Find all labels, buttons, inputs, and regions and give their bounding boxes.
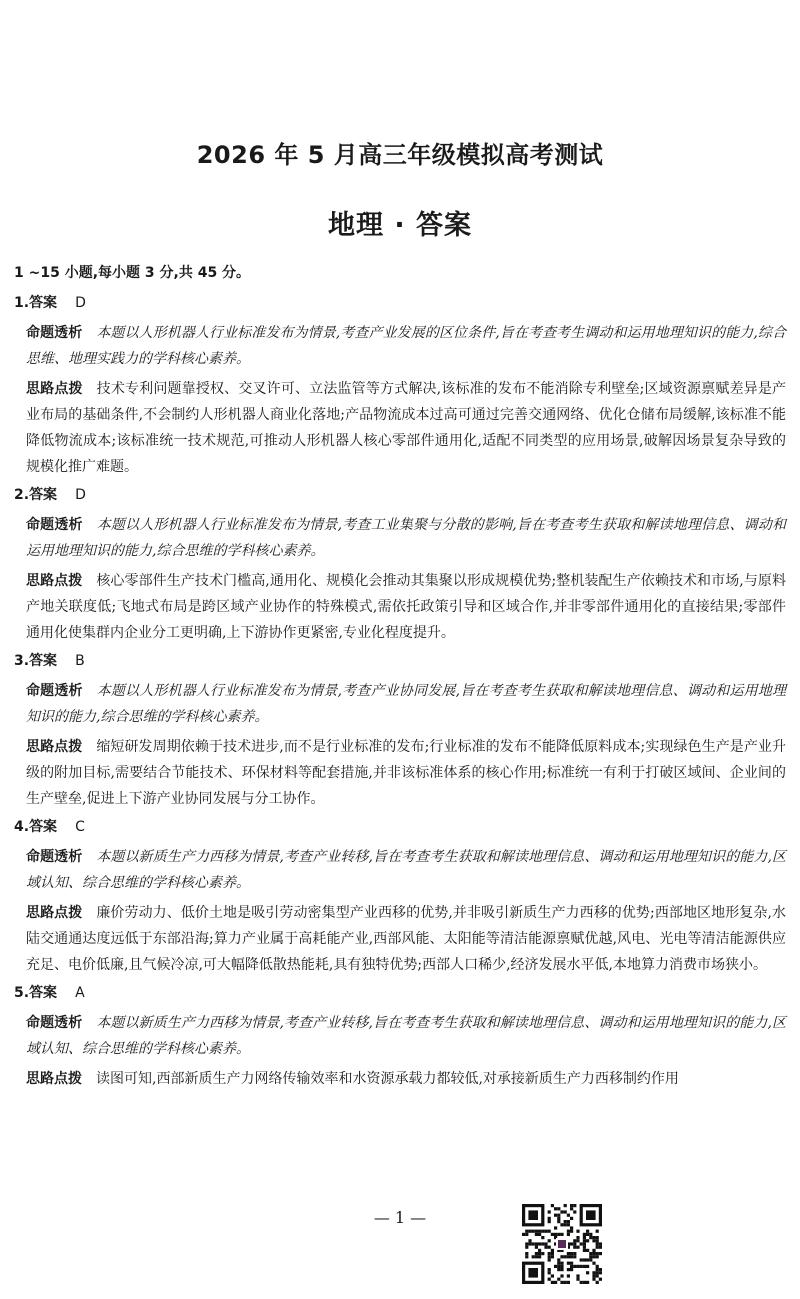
hint-tag: 思路点拨 (26, 905, 83, 921)
answer-label: 答案 (29, 819, 58, 835)
answer-label: 答案 (29, 295, 58, 311)
hint-text: 技术专利问题靠授权、交叉许可、立法监管等方式解决,该标准的发布不能消除专利壁垒;区域资源禀赋差异是产业布局的基础条件,不会制约人形机器人商业化落地;产品物流成本过高可通过完善交通网络、优化仓储布局缓解,该标准不能降低物流成本;该标准统一技术规范,可推动人形机器人核心零部件通用化,适配不同类型的应用场景,破解因场景复杂导致的规模化推广难题。 (26, 381, 786, 475)
questions-list (14, 292, 786, 1092)
intent-paragraph (14, 844, 786, 896)
answer-line (14, 484, 786, 504)
intent-tag: 命题透析 (26, 517, 83, 533)
hint-text: 廉价劳动力、低价土地是吸引劳动密集型产业西移的优势,并非吸引新质生产力西移的优势;西部地区地形复杂,水陆交通通达度远低于东部沿海;算力产业属于高耗能产业,西部风能、太阳能等清洁能源禀赋优越,风电、光电等清洁能源供应充足、电价低廉,且气候冷凉,可大幅降低散热能耗,具有独特优势;西部人口稀少,经济发展水平低,本地算力消费市场狭小。 (26, 905, 786, 973)
qr-code-icon[interactable] (522, 1204, 602, 1284)
intent-text: 本题以新质生产力西移为情景,考查产业转移,旨在考查考生获取和解读地理信息、调动和运用地理知识的能力,区域认知、综合思维的学科核心素养。 (26, 1015, 786, 1057)
answer-choice: A (75, 985, 85, 1001)
question-number: 3. (14, 653, 30, 669)
question-item (14, 650, 786, 812)
answer-label: 答案 (29, 487, 58, 503)
section-intro: 1 ~15 小题,每小题 3 分,共 45 分。 (14, 265, 251, 281)
hint-tag: 思路点拨 (26, 1071, 82, 1087)
intent-text: 本题以人形机器人行业标准发布为情景,考查产业协同发展,旨在考查考生获取和解读地理信息、调动和运用地理知识的能力,综合思维的学科核心素养。 (26, 683, 786, 725)
answer-choice: D (75, 295, 86, 311)
hint-paragraph (14, 900, 786, 978)
subject-title: 地理 · 答案 (327, 210, 473, 241)
hint-tag: 思路点拨 (26, 739, 83, 755)
intent-paragraph (14, 320, 786, 372)
intent-tag: 命题透析 (26, 849, 83, 865)
hint-text: 缩短研发周期依赖于技术进步,而不是行业标准的发布;行业标准的发布不能降低原料成本;实现绿色生产是产业升级的附加目标,需要结合节能技术、环保材料等配套措施,并非该标准体系的核心作用;标准统一有利于打破区域间、企业间的生产壁垒,促进上下游产业协同发展与分工协作。 (26, 739, 786, 807)
answer-line (14, 982, 786, 1002)
question-item (14, 816, 786, 978)
answer-line (14, 292, 786, 312)
page-number: — 1 — (373, 1208, 427, 1227)
intent-tag: 命题透析 (26, 325, 83, 341)
intent-text: 本题以人形机器人行业标准发布为情景,考查工业集聚与分散的影响,旨在考查考生获取和解读地理信息、调动和运用地理知识的能力,综合思维的学科核心素养。 (26, 517, 786, 559)
hint-paragraph (14, 376, 786, 480)
answer-label: 答案 (29, 653, 58, 669)
question-item (14, 982, 786, 1092)
intent-tag: 命题透析 (26, 683, 83, 699)
answer-line (14, 816, 786, 836)
answer-choice: D (75, 487, 86, 503)
answers-content (14, 262, 786, 1096)
answer-label: 答案 (29, 985, 58, 1001)
intent-text: 本题以人形机器人行业标准发布为情景,考查产业发展的区位条件,旨在考查考生调动和运用地理知识的能力,综合思维、地理实践力的学科核心素养。 (26, 325, 786, 367)
intent-paragraph (14, 1010, 786, 1062)
intent-tag: 命题透析 (26, 1015, 83, 1031)
hint-tag: 思路点拨 (26, 573, 83, 589)
hint-paragraph (14, 568, 786, 646)
hint-tag: 思路点拨 (26, 381, 83, 397)
intent-paragraph (14, 512, 786, 564)
hint-paragraph (14, 734, 786, 812)
hint-text: 读图可知,西部新质生产力网络传输效率和水资源承载力都较低,对承接新质生产力西移制约作用 (96, 1071, 679, 1087)
question-item (14, 292, 786, 480)
question-number: 4. (14, 819, 30, 835)
hint-text: 核心零部件生产技术门槛高,通用化、规模化会推动其集聚以形成规模优势;整机装配生产依赖技术和市场,与原料产地关联度低;飞地式布局是跨区域产业协作的特殊模式,需依托政策引导和区域合作,并非零部件通用化的直接结果;零部件通用化使集群内企业分工更明确,上下游协作更紧密,专业化程度提升。 (26, 573, 786, 641)
exam-title: 2026 年 5 月高三年级模拟高考测试 (196, 141, 604, 169)
intent-paragraph (14, 678, 786, 730)
answer-line (14, 650, 786, 670)
question-number: 5. (14, 985, 30, 1001)
question-number: 1. (14, 295, 30, 311)
question-number: 2. (14, 487, 30, 503)
question-item (14, 484, 786, 646)
answer-choice: C (75, 819, 85, 835)
answer-choice: B (75, 653, 85, 669)
intent-text: 本题以新质生产力西移为情景,考查产业转移,旨在考查考生获取和解读地理信息、调动和运用地理知识的能力,区域认知、综合思维的学科核心素养。 (26, 849, 786, 891)
hint-paragraph (14, 1066, 786, 1092)
